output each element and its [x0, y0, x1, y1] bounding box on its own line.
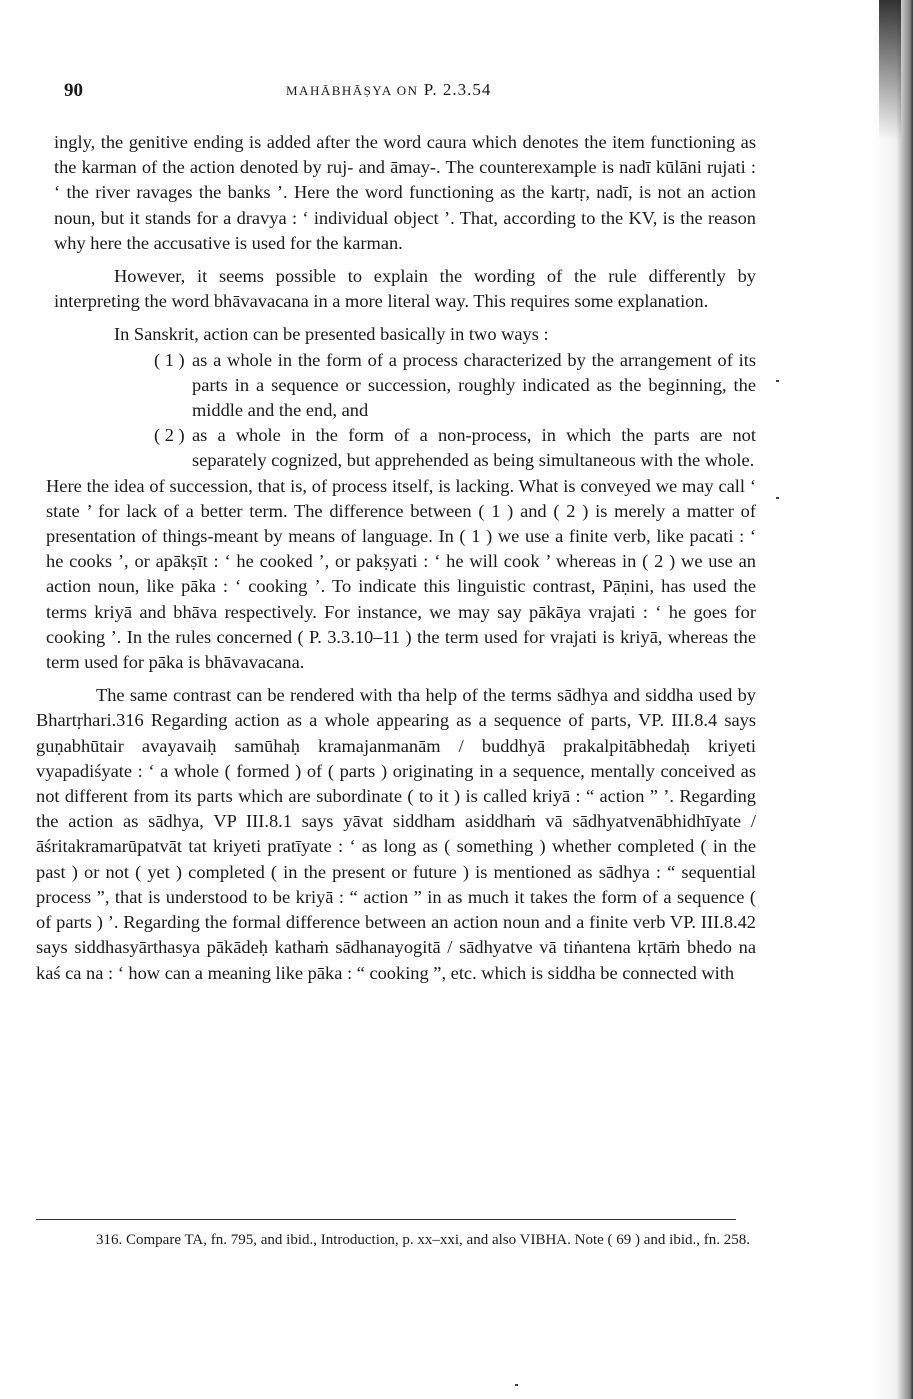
paragraph-4: Here the idea of succession, that is, of process itself, is lacking. What is conveyed we may call ‘ state ’ for lack of a better term. The difference between ( 1 ) and ( 2 ) is merely a matter of presentation of things-meant by means of language. In ( 1 ) we use a finite verb, like pacati : ‘ he cooks ’, or apākṣīt : ‘ he cooked ’, or pakṣyati : ‘ he will cook ’ whereas in ( 2 ) we use an action noun, like pāka : ‘ cooking ’. To indicate this linguistic contrast, Pāṇini, has used the terms kriyā and bhāva respectively. For instance, we may say pākāya vrajati : ‘ he goes for cooking ’. In the rules concerned ( P. 3.3.10–11 ) the term used for vrajati is kriyā, whereas the term used for pāka is bhāvavacana. [46, 475, 756, 673]
scan-speck [515, 1384, 518, 1386]
paragraph-1: ingly, the genitive ending is added after the word caura which denotes the item functioning as the karman of the action denoted by ruj- and āmay-. The counterexample is nadī kūlāni rujati : ‘ the river ravages the banks ’. Here the word functioning as the kartṛ, nadī, is not an action noun, but it stands for a dravya : ‘ individual object ’. That, according to the KV, is the reason why here the accusative is used for the karman. [54, 132, 756, 253]
paragraph-2: However, it seems possible to explain the wording of the rule differently by interpreting the word bhāvavacana in a more literal way. This requires some explanation. [54, 266, 756, 312]
scan-speck [776, 497, 779, 499]
footnote [36, 1230, 756, 1250]
paragraph-3: In Sanskrit, action can be presented basically in two ways : [114, 324, 549, 345]
scan-binding-shadow-top [879, 0, 901, 140]
list-item-text: as a whole in the form of a process characterized by the arrangement of its parts in a sequence or succession, roughly indicated as the beginning, the middle and the end, and [192, 349, 756, 421]
scan-speck [776, 380, 779, 382]
list-item [36, 423, 756, 473]
body-text [36, 130, 756, 986]
page-number: 90 [64, 80, 83, 101]
running-head [286, 80, 491, 100]
list-item [36, 348, 756, 424]
scan-binding-shadow [871, 0, 913, 1399]
running-head-title: MAHĀBHĀṢYA ON [286, 83, 419, 98]
footnote-divider [36, 1219, 736, 1220]
running-head-ref: P. 2.3.54 [423, 80, 492, 99]
footnote-number: 316. [96, 1232, 123, 1248]
page-header [64, 80, 764, 106]
presentation-list [36, 348, 756, 474]
list-item-number: ( 2 ) [154, 425, 185, 446]
paragraph-5: The same contrast can be rendered with tha help of the terms sādhya and siddha used by Bhartṛhari.316 Regarding action as a whole appearing as a sequence of parts, VP. III.8.4 says guṇabhūtair avayavaiḥ samūhaḥ kramajanmanām / buddhyā prakalpitābhedaḥ kriyeti vyapadiśyate : ‘ a whole ( formed ) of ( parts ) originating in a sequence, mentally conceived as not different from its parts which are subordinate ( to it ) is called kriyā : “ action ” ’. Regarding the action as sādhya, VP III.8.1 says yāvat siddham asiddhaṁ vā sādhyatvenābhidhīyate / āśritakramarūpatvāt tat kriyeti pratīyate : ‘ as long as ( something ) whether completed ( in the past ) or not ( yet ) completed ( in the present or future ) is mentioned as sādhya : “ sequential process ”, that is understood to be kriyā : “ action ” in as much it takes the form of a sequence ( of parts ) ’. Regarding the formal difference between an action noun and a finite verb VP. III.8.42 says siddhasyārthasya pākādeḥ kathaṁ sādhanayogitā / sādhyatve vā tiṅantena kṛtāṁ bhedo na kaś ca na : ‘ how can a meaning like pāka : “ cooking ”, etc. which is siddha be connected with [36, 685, 756, 983]
footnote-text: Compare TA, fn. 795, and ibid., Introduction, p. xx–xxi, and also VIBHA. Note ( 69 ) and ibid., fn. 258. [126, 1232, 750, 1248]
list-item-text: as a whole in the form of a non-process, in which the parts are not separately cognized, but apprehended as being simultaneous with the whole. [192, 425, 756, 471]
list-item-number: ( 1 ) [154, 349, 185, 370]
